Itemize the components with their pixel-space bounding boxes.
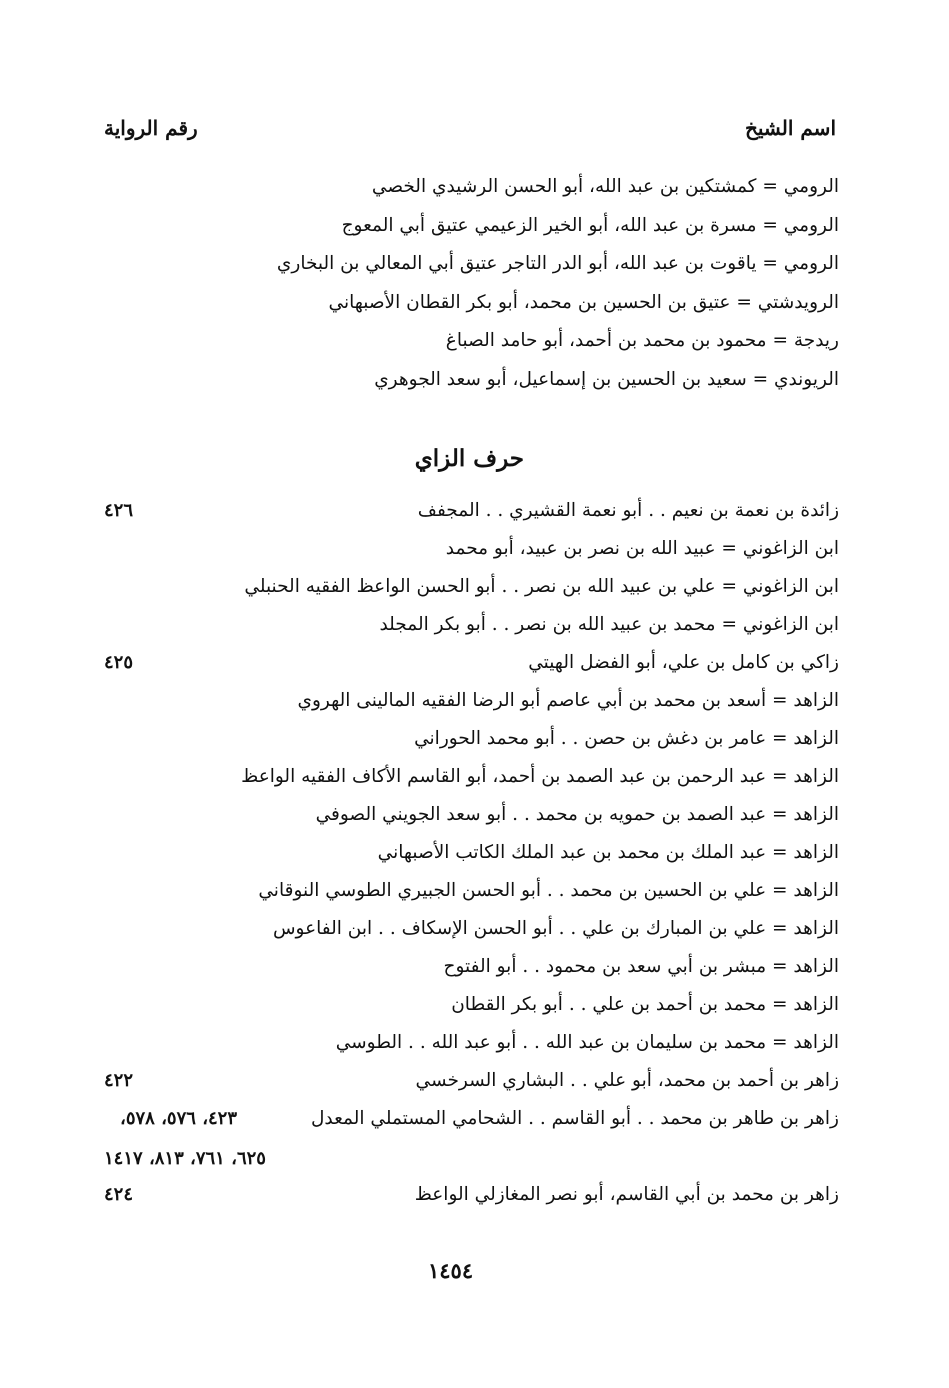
entry-line: الزاهد = محمد بن أحمد بن علي . . أبو بكر القطان [451,994,839,1015]
narration-numbers-list: ٤٢٣، ٥٧٦، ٥٧٨، [120,1108,238,1129]
entry-line: الزاهد = عامر بن دغش بن حصن . . أبو محمد الحوراني [414,728,839,749]
entries-list-ra [139,168,839,399]
narration-number: ٤٢٦ [104,500,134,521]
narration-number: ٤٢٥ [104,652,134,673]
entry-line: الزاهد = عبد الرحمن بن عبد الصمد بن أحمد، أبو القاسم الأكاف الفقيه الواعظ [241,766,839,787]
entry-line: الزاهد = أسعد بن محمد بن أبي عاصم أبو الرضا الفقيه المالينى الهروي [297,690,839,711]
entry-line: ريدجة = محمود بن محمد بن أحمد، أبو حامد الصباغ [445,330,839,351]
entry-line: الرويدشتي = عتيق بن الحسين بن محمد، أبو بكر القطان الأصبهاني [328,291,839,313]
entry-line: الرومي = ياقوت بن عبد الله، أبو الدر التاجر عتيق أبي المعالي بن البخاري [276,253,839,274]
entry-line: زاكي بن كامل بن علي، أبو الفضل الهيتي [528,652,839,673]
entry-line: الزاهد = علي بن الحسين بن محمد . . أبو الحسن الجبيري الطوسي النوقاني [258,880,839,901]
entry-line: الرومي = مسرة بن عبد الله، أبو الخير الزعيمي عتيق أبي المعوج [341,214,839,236]
entry-line: ابن الزاغوني = علي بن عبيد الله بن نصر . . أبو الحسن الواعظ الفقيه الحنبلي [244,576,839,597]
entry-line: ابن الزاغوني = عبيد الله بن نصر بن عبيد، أبو محمد [445,538,839,559]
entry-line: زاهر بن طاهر بن محمد . . أبو القاسم . . الشحامي المستملي المعدل [310,1108,839,1129]
column-header-sheikh-name: اسم الشيخ [744,116,836,140]
page-number: ١٤٥٤ [428,1258,474,1283]
entry-line: الزاهد = عبد الصمد بن حمويه بن محمد . . أبو سعد الجويني الصوفي [315,804,839,825]
entry-line: زاهر بن محمد بن أبي القاسم، أبو نصر المغازلي الواعظ [414,1184,839,1205]
entries-list-zay [139,492,839,1214]
entry-line: ابن الزاغوني = محمد بن عبيد الله بن نصر . . أبو بكر المجلد [379,614,839,635]
entry-line: زائدة بن نعمة بن نعيم . . أبو نعمة القشيري . . المجفف [417,500,839,521]
entry-line: الزاهد = عبد الملك بن محمد بن عبد الملك الكاتب الأصبهاني [377,842,839,863]
entry-line: الريوندي = سعيد بن الحسين بن إسماعيل، أبو سعد الجوهري [374,368,839,390]
section-heading-zay: حرف الزاي [414,445,524,472]
column-header-narration-number: رقم الرواية [104,116,198,140]
narration-number: ٤٢٢ [104,1070,134,1091]
narration-number: ٤٢٤ [104,1184,134,1205]
entry-line: الزاهد = مبشر بن أبي سعد بن محمود . . أبو الفتوح [443,956,839,977]
entry-line: الرومي = كمشتكين بن عبد الله، أبو الحسن الرشيدي الخصي [371,176,839,197]
narration-numbers-list-continued: ٦٢٥، ٧٦١، ٨١٣، ١٤١٧ [104,1148,266,1169]
entry-line: زاهر بن أحمد بن محمد، أبو علي . . البشاري السرخسي [415,1070,839,1091]
entry-line: الزاهد = محمد بن سليمان بن عبد الله . . أبو عبد الله . . الطوسي [335,1032,839,1053]
entry-line: الزاهد = علي بن المبارك بن علي . . أبو الحسن الإسكاف . . ابن الفاعوس [272,918,839,939]
